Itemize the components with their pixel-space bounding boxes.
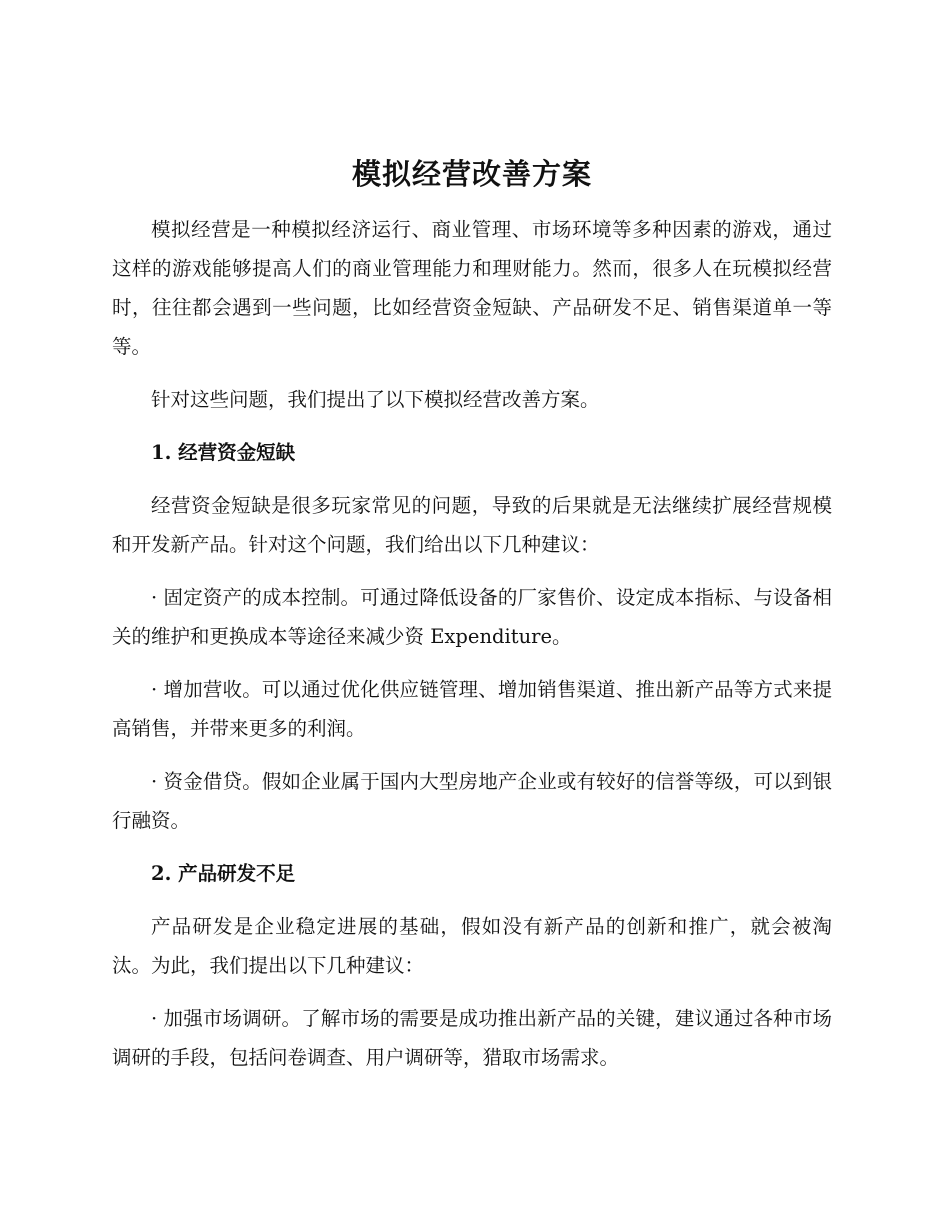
- document-page: [112, 152, 832, 1077]
- section-heading-rnd: 2. 产品研发不足: [151, 862, 296, 885]
- section-intro-funding: 经营资金短缺是很多玩家常见的问题，导致的后果就是无法继续扩展经营规模和开发新产品。针对这个问题，我们给出以下几种建议：: [112, 494, 832, 556]
- bullet-loans: · 资金借贷。假如企业属于国内大型房地产企业或有较好的信誉等级，可以到银行融资。: [112, 770, 832, 832]
- bullet-increase-revenue: · 增加营收。可以通过优化供应链管理、增加销售渠道、推出新产品等方式来提高销售，并带来更多的利润。: [112, 678, 832, 740]
- intro-paragraph: 模拟经营是一种模拟经济运行、商业管理、市场环境等多种因素的游戏，通过这样的游戏能够提高人们的商业管理能力和理财能力。然而，很多人在玩模拟经营时，往往都会遇到一些问题，比如经营资金短缺、产品研发不足、销售渠道单一等等。: [112, 218, 832, 358]
- lead-paragraph: 针对这些问题，我们提出了以下模拟经营改善方案。: [151, 388, 600, 411]
- document-title: 模拟经营改善方案: [351, 157, 592, 191]
- bullet-market-research: · 加强市场调研。了解市场的需要是成功推出新产品的关键，建议通过各种市场调研的手段，包括问卷调查、用户调研等，猎取市场需求。: [112, 1007, 832, 1069]
- section-heading-funding: 1. 经营资金短缺: [151, 441, 296, 464]
- bullet-cost-control: · 固定资产的成本控制。可通过降低设备的厂家售价、设定成本指标、与设备相关的维护和更换成本等途径来减少资 Expenditure。: [112, 586, 832, 648]
- section-intro-rnd: 产品研发是企业稳定进展的基础，假如没有新产品的创新和推广，就会被淘汰。为此，我们提出以下几种建议：: [112, 915, 832, 977]
